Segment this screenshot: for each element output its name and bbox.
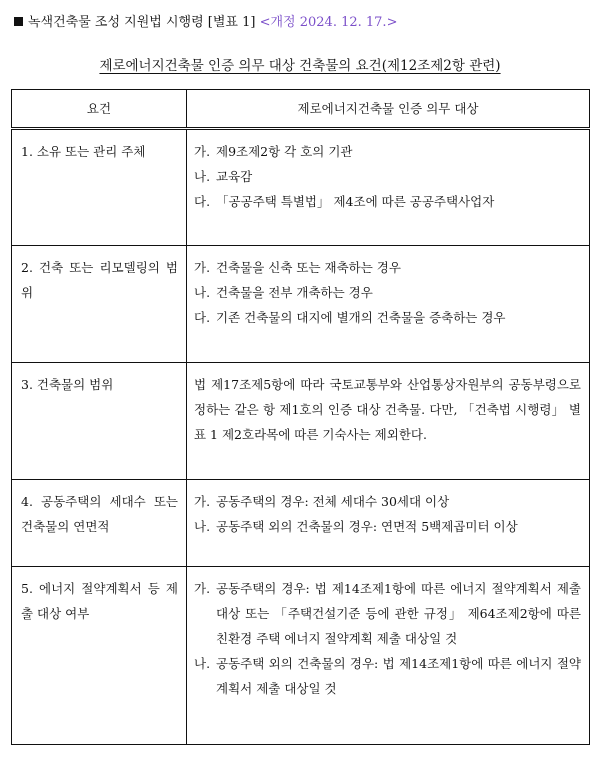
item-marker: 다. bbox=[194, 194, 211, 209]
requirements-table bbox=[11, 89, 590, 745]
item-marker: 가. bbox=[194, 144, 211, 159]
list-item bbox=[194, 489, 581, 514]
item-text: 교육감 bbox=[216, 169, 253, 184]
requirement-cell: 5. 에너지 절약계획서 등 제출 대상 여부 bbox=[12, 567, 187, 745]
item-marker: 가. bbox=[194, 581, 211, 596]
item-marker: 나. bbox=[194, 285, 211, 300]
item-marker: 나. bbox=[194, 656, 211, 671]
square-bullet-icon bbox=[14, 17, 23, 26]
item-text: 공동주택 외의 건축물의 경우: 연면적 5백제곱미터 이상 bbox=[216, 519, 518, 534]
table-row bbox=[12, 567, 590, 745]
target-cell bbox=[187, 363, 590, 480]
list-item bbox=[194, 139, 581, 164]
page-title bbox=[0, 56, 600, 76]
item-marker: 다. bbox=[194, 310, 211, 325]
list-item bbox=[194, 280, 581, 305]
table-row bbox=[12, 363, 590, 480]
item-marker: 가. bbox=[194, 494, 211, 509]
list-item bbox=[194, 164, 581, 189]
table-row bbox=[12, 129, 590, 246]
item-text: 공동주택 외의 건축물의 경우: 법 제14조제1항에 따른 에너지 절약계획서 제출 대상일 것 bbox=[216, 656, 581, 696]
table-header-row bbox=[12, 90, 590, 129]
requirement-cell: 4. 공동주택의 세대수 또는 건축물의 연면적 bbox=[12, 480, 187, 567]
table-row bbox=[12, 480, 590, 567]
item-marker: 나. bbox=[194, 169, 211, 184]
requirement-cell: 2. 건축 또는 리모델링의 범위 bbox=[12, 246, 187, 363]
target-cell bbox=[187, 246, 590, 363]
requirement-cell: 3. 건축물의 범위 bbox=[12, 363, 187, 480]
item-text: 건축물을 신축 또는 재축하는 경우 bbox=[216, 260, 401, 275]
item-marker: 가. bbox=[194, 260, 211, 275]
table-row bbox=[12, 246, 590, 363]
target-cell bbox=[187, 129, 590, 246]
target-cell bbox=[187, 567, 590, 745]
item-text: 기존 건축물의 대지에 별개의 건축물을 증축하는 경우 bbox=[216, 310, 506, 325]
list-item bbox=[194, 255, 581, 280]
list-item bbox=[194, 305, 581, 330]
item-marker: 나. bbox=[194, 519, 211, 534]
item-text: 건축물을 전부 개축하는 경우 bbox=[216, 285, 373, 300]
column-header-requirement: 요건 bbox=[12, 90, 187, 129]
document-header bbox=[14, 14, 397, 32]
item-text: 공동주택의 경우: 법 제14조제1항에 따른 에너지 절약계획서 제출 대상 또는 「주택건설기준 등에 관한 규정」 제64조제2항에 따른 친환경 주택 에너지 절약계획 제출 대상일 것 bbox=[216, 581, 581, 646]
item-text: 공동주택의 경우: 전체 세대수 30세대 이상 bbox=[216, 494, 450, 509]
paragraph-text: 법 제17조제5항에 따라 국토교통부와 산업통상자원부의 공동부령으로 정하는 같은 항 제1호의 인증 대상 건축물. 다만, 「건축법 시행령」 별표 1 제2호라목에 따른 기숙사는 제외한다. bbox=[194, 377, 581, 442]
requirement-cell: 1. 소유 또는 관리 주체 bbox=[12, 129, 187, 246]
item-text: 「공공주택 특별법」 제4조에 따른 공공주택사업자 bbox=[216, 194, 495, 209]
item-text: 제9조제2항 각 호의 기관 bbox=[216, 144, 353, 159]
header-label: 녹색건축물 조성 지원법 시행령 [별표 1] bbox=[28, 15, 256, 30]
column-header-target: 제로에너지건축물 인증 의무 대상 bbox=[187, 90, 590, 129]
revision-date: <개정 2024. 12. 17.> bbox=[259, 15, 398, 30]
page-title-text: 제로에너지건축물 인증 의무 대상 건축물의 요건(제12조제2항 관련) bbox=[99, 58, 501, 74]
list-item bbox=[194, 514, 581, 539]
list-item bbox=[194, 651, 581, 701]
list-item bbox=[194, 576, 581, 651]
target-cell bbox=[187, 480, 590, 567]
list-item bbox=[194, 189, 581, 214]
